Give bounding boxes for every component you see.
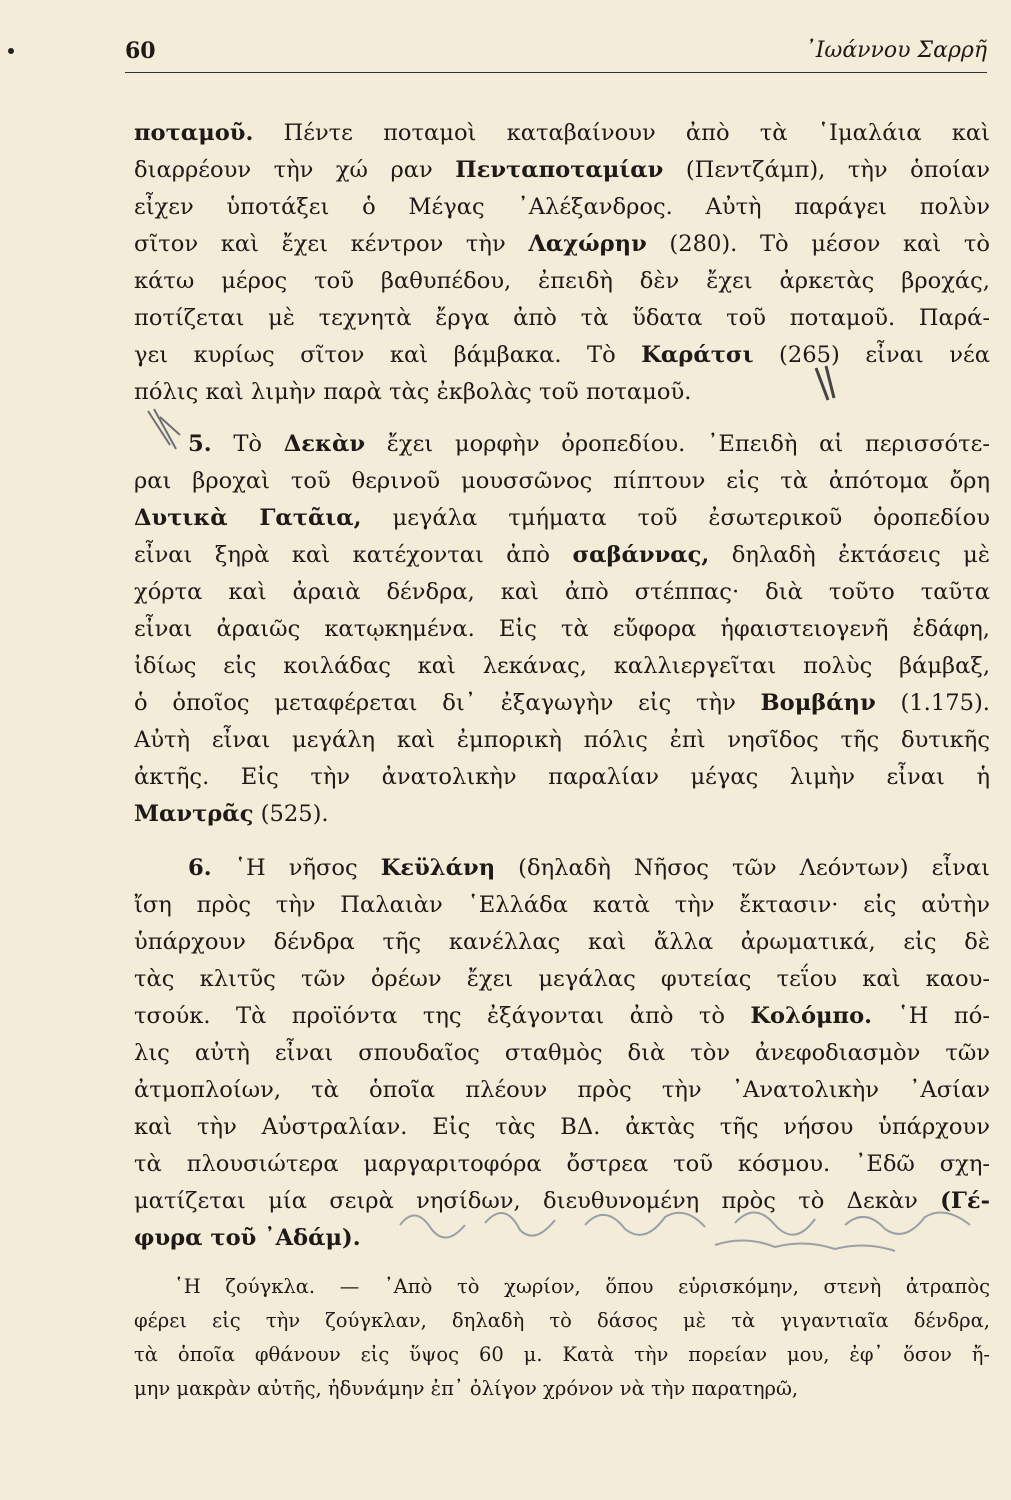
text-run: κάτω μέρος τοῦ βαθυπέδου, ἐπειδὴ δὲν ἔχει ἀρκετὰς βροχάς, <box>134 268 990 294</box>
text-run: Πέντε ποταμοὶ καταβαίνουν ἀπὸ τὰ ῾Ιμαλάια καὶ <box>253 120 990 146</box>
text-line <box>134 1338 990 1372</box>
text-line <box>134 1035 990 1072</box>
text-run: ἀτμοπλοίων, τὰ ὁποῖα πλέουν πρὸς τὴν ᾿Ανατολικὴν ᾿Ασίαν <box>134 1077 990 1103</box>
text-run: Τὸ <box>211 431 284 457</box>
text-run: τσούκ. Τὰ προϊόντα της ἐξάγονται ἀπὸ τὸ <box>134 1003 751 1029</box>
text-line <box>134 1146 990 1183</box>
text-run: τὰ ὁποῖα φθάνουν εἰς ὕψος 60 μ. Κατὰ τὴν πορείαν μου, ἐφ᾿ ὅσον ἤ- <box>134 1343 990 1366</box>
text-run: ἰδίως εἰς κοιλάδας καὶ λεκάνας, καλλιεργεῖται πολὺς βάμβαξ, <box>134 653 990 679</box>
text-run: μεγάλα τμήματα τοῦ ἐσωτερικοῦ ὀροπεδίου <box>361 505 990 531</box>
text-line <box>134 648 990 685</box>
text-line <box>134 961 990 998</box>
text-line <box>134 887 990 924</box>
bold-term: Κεϋλάνη <box>380 855 496 881</box>
pencil-tick-mark <box>140 405 200 455</box>
text-run: σῖτον καὶ ἔχει κέντρον τὴν <box>134 231 529 257</box>
text-run: δηλαδὴ ἐκτάσεις μὲ <box>709 542 990 568</box>
text-run: πόλις καὶ λιμὴν παρὰ τὰς ἐκβολὰς τοῦ ποταμοῦ. <box>134 379 692 405</box>
text-line <box>134 263 990 300</box>
text-run: ραι βροχαὶ τοῦ θερινοῦ μουσσῶνος πίπτουν εἰς τὰ ἀπότομα ὄρη <box>134 468 990 494</box>
text-line <box>134 500 990 537</box>
text-run: (265) εἶναι νέα <box>753 342 990 368</box>
text-run: εἶναι ἀραιῶς κατῳκημένα. Εἰς τὰ εὔφορα ἡφαιστειογενῆ ἐδάφη, <box>134 616 990 642</box>
text-line <box>134 685 990 722</box>
bold-term: Πενταποταμίαν <box>455 157 664 183</box>
text-run: ῾Η ζούγκλα. — ᾿Απὸ τὸ χωρίον, ὅπου εὑρισκόμην, στενὴ ἀτραπὸς <box>174 1275 990 1298</box>
bold-term: (Γέ- <box>940 1188 990 1214</box>
handwritten-pencil-note <box>395 1195 995 1255</box>
text-line <box>134 337 990 374</box>
text-run: διαρρέουν τὴν χώ ραν <box>134 157 456 183</box>
text-run: γει κυρίως σῖτον καὶ βάμβακα. Τὸ <box>134 342 642 368</box>
text-line <box>134 300 990 337</box>
text-line <box>134 226 990 263</box>
text-run: χόρτα καὶ ἀραιὰ δένδρα, καὶ ἀπὸ στέππας· διὰ τοῦτο ταῦτα <box>134 579 990 605</box>
text-line <box>134 152 990 189</box>
text-line <box>134 574 990 611</box>
edge-dot-mark <box>8 48 14 54</box>
text-run: ἀκτῆς. Εἰς τὴν ἀνατολικὴν παραλίαν μέγας λιμὴν εἶναι ἡ <box>134 764 990 790</box>
paragraph-deccan <box>134 426 990 833</box>
text-run: (1.175). <box>875 690 990 716</box>
text-run: (280). Τὸ μέσον καὶ τὸ <box>646 231 990 257</box>
bold-term: 5. <box>188 431 212 457</box>
text-run: ὑπάρχουν δένδρα τῆς κανέλλας καὶ ἄλλα ἀρωματικά, εἰς δὲ <box>134 929 990 955</box>
text-run: ὁ ὁποῖος μεταφέρεται δι᾿ ἐξαγωγὴν εἰς τὴν <box>134 690 761 716</box>
text-line <box>134 189 990 226</box>
text-line <box>134 611 990 648</box>
text-line <box>134 1304 990 1338</box>
pencil-margin-mark <box>806 360 846 410</box>
bold-term: Δυτικὰ Γατᾶια, <box>134 505 362 531</box>
text-run: (δηλαδὴ Νῆσος τῶν Λεόντων) εἶναι <box>495 855 990 881</box>
text-run: ματίζεται μία σειρὰ νησίδων, διευθυνομένη πρὸς τὸ Δεκὰν <box>134 1188 941 1214</box>
bold-term: Καράτσι <box>641 342 754 368</box>
bold-term: Κολόμπο. <box>750 1003 873 1029</box>
text-run: φέρει εἰς τὴν ζούγκλαν, δηλαδὴ τὸ δάσος μὲ τὰ γιγαντιαῖα δένδρα, <box>134 1309 990 1332</box>
text-run: μην μακρὰν αὐτῆς, ἠδυνάμην ἐπ᾿ ὀλίγον χρόνον νὰ τὴν παρατηρῶ, <box>134 1377 799 1400</box>
paragraph-punjab <box>134 115 990 411</box>
text-run: τὰς κλιτῦς τῶν ὀρέων ἔχει μεγάλας φυτείας τεΐου καὶ καου- <box>134 966 990 992</box>
text-run: λις αὐτὴ εἶναι σπουδαῖος σταθμὸς διὰ τὸν ἀνεφοδιασμὸν τῶν <box>134 1040 990 1066</box>
text-run: ἴση πρὸς τὴν Παλαιὰν ῾Ελλάδα κατὰ τὴν ἔκτασιν· εἰς αὐτὴν <box>134 892 990 918</box>
bold-term: ποταμοῦ. <box>134 120 254 146</box>
text-run: εἶναι ξηρὰ καὶ κατέχονται ἀπὸ <box>134 542 573 568</box>
bold-term: Λαχώρην <box>528 231 647 257</box>
text-run: (Πεντζάμπ), τὴν ὁποίαν <box>663 157 990 183</box>
text-line <box>134 998 990 1035</box>
bold-term: 6. <box>188 855 212 881</box>
text-run: ῾Η νῆσος <box>211 855 381 881</box>
bold-term: Δεκὰν <box>283 431 366 457</box>
text-run: Αὐτὴ εἶναι μεγάλη καὶ ἐμπορικὴ πόλις ἐπὶ νησῖδος τῆς δυτικῆς <box>134 727 990 753</box>
text-line <box>134 426 990 463</box>
text-run: ῾Η πό- <box>872 1003 990 1029</box>
text-line <box>134 924 990 961</box>
text-run: καὶ τὴν Αὐστραλίαν. Εἰς τὰς ΒΔ. ἀκτὰς τῆς νήσου ὑπάρχουν <box>134 1114 990 1140</box>
bold-term: Μαντρᾶς <box>134 801 254 827</box>
text-run: τὰ πλουσιώτερα μαργαριτοφόρα ὄστρεα τοῦ κόσμου. ᾿Εδῶ σχη- <box>134 1151 990 1177</box>
text-line <box>134 115 990 152</box>
text-line <box>134 1270 990 1304</box>
footnote-jungle <box>134 1270 990 1406</box>
bold-term: Βομβάην <box>760 690 876 716</box>
text-line <box>134 796 990 833</box>
text-line <box>134 463 990 500</box>
text-run: ποτίζεται μὲ τεχνητὰ ἔργα ἀπὸ τὰ ὕδατα τοῦ ποταμοῦ. Παρά- <box>134 305 990 331</box>
bold-term: φυρα τοῦ ᾿Αδάμ). <box>134 1225 361 1251</box>
text-line <box>134 722 990 759</box>
text-run: εἶχεν ὑποτάξει ὁ Μέγας ᾿Αλέξανδρος. Αὐτὴ παράγει πολὺν <box>134 194 990 220</box>
text-line <box>134 850 990 887</box>
text-line <box>134 537 990 574</box>
text-run: ἔχει μορφὴν ὀροπεδίου. ᾿Επειδὴ αἱ περισσότε- <box>365 431 990 457</box>
header-rule <box>125 72 987 73</box>
page-number: 60 <box>125 38 156 64</box>
text-run: (525). <box>253 801 329 827</box>
text-line <box>134 1109 990 1146</box>
text-line <box>134 759 990 796</box>
text-line <box>134 374 990 411</box>
text-line <box>134 1372 990 1406</box>
page-header <box>125 38 987 74</box>
running-head: ᾿Ιωάννου Σαρρῆ <box>804 38 987 63</box>
bold-term: σαβάννας, <box>572 542 710 568</box>
text-line <box>134 1072 990 1109</box>
